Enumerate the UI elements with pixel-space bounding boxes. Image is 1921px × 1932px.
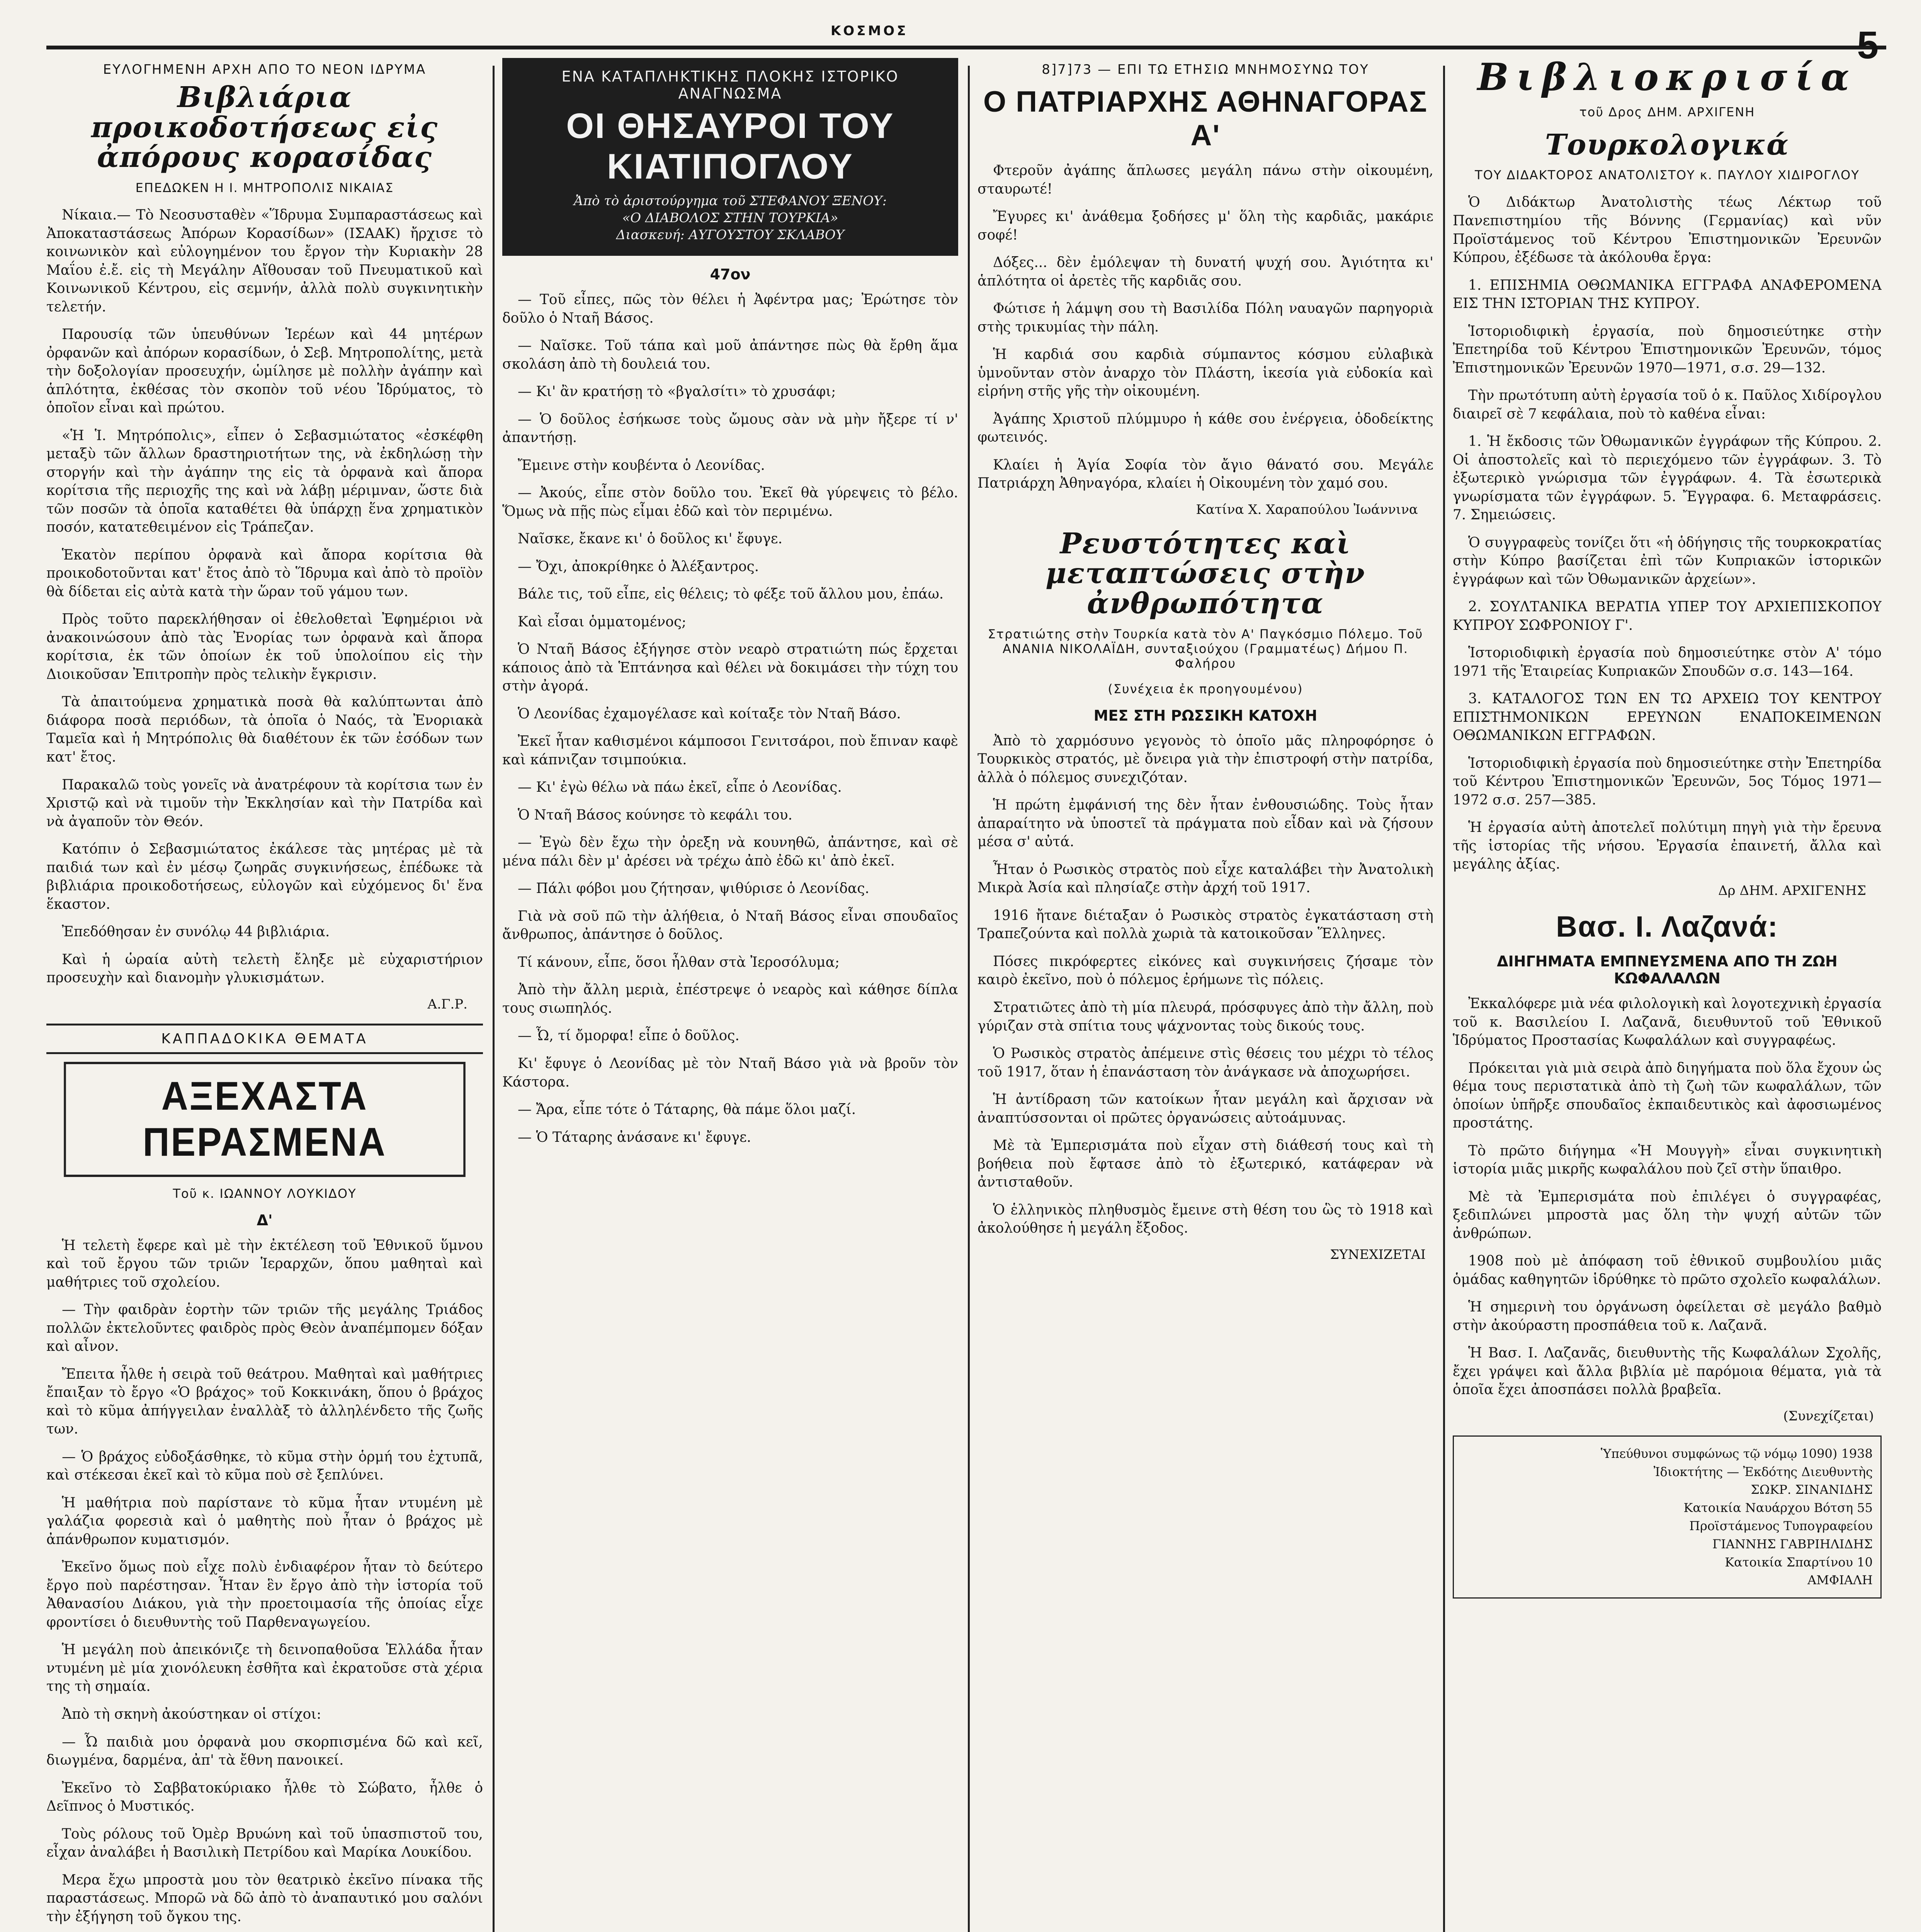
column-2 — [502, 58, 958, 1932]
paragraph: Ἀπὸ τὸ χαρμόσυνο γεγονὸς τὸ ὁποῖο μᾶς πληροφόρησε ὁ Τουρκικὸς στρατός, μὲ ὄνειρα γιὰ τὴν ἐπιστροφή στὴν πατρίδα, ἀλλὰ ὁ πόλεμος συνεχιζόταν. — [978, 733, 1433, 786]
imprint-line: Κατοικία Σπαρτίνου 10 — [1725, 1554, 1873, 1570]
article-subhead: ΜΕΣ ΣΤΗ ΡΩΣΣΙΚΗ ΚΑΤΟΧΗ — [1093, 707, 1318, 724]
column-4 — [1453, 58, 1882, 1932]
paragraph: — Ὁ δοῦλος ἐσήκωσε τοὺς ὤμους σὰν νὰ μὴν ἤξερε τί ν' ἀπαντήσῃ. — [502, 411, 958, 446]
column-1 — [46, 58, 483, 1932]
paragraph: Βάλε τις, τοῦ εἶπε, εἰς θέλεις; τὸ φέξε τοῦ ἄλλου μου, ἐπάω. — [518, 586, 944, 602]
imprint-line: Προϊστάμενος Τυπογραφείου — [1689, 1518, 1873, 1533]
paragraph: Δόξες... δὲν ἐμόλεψαν τὴ δυνατή ψυχή σου. Ἀγιότητα κι' ἁπλότητα οἱ ἀρετὲς τῆς καρδιᾶς σου. — [978, 255, 1433, 289]
paragraph: — Τοῦ εἶπες, πῶς τὸν θέλει ἡ Ἀφέντρα μας; Ἐρώτησε τὸν δοῦλο ὁ Νταῆ Βάσος. — [502, 292, 958, 326]
paragraph: Ὁ Λεονίδας ἐχαμογέλασε καὶ κοίταξε τὸν Νταῆ Βάσο. — [518, 706, 901, 722]
paragraph: Ἀπὸ τὴν ἄλλη μεριὰ, ἐπέστρεψε ὁ νεαρὸς καὶ κάθησε δίπλα τους σιωπηλός. — [502, 982, 958, 1016]
article-headline: ΑΞΕΧΑΣΤΑ ΠΕΡΑΣΜΕΝΑ — [64, 1062, 466, 1177]
paragraph: Ἐκκαλόφερε μιὰ νέα φιλολογικὴ καὶ λογοτεχνικὴ ἐργασία τοῦ κ. Βασιλείου Ι. Λαζανᾶ, διευθυντοῦ τοῦ Ἐθνικοῦ Ἱδρύματος Προστασίας Κωφαλάλων καὶ συγγραφέως. — [1453, 995, 1882, 1049]
paragraph: Μερα ἔχω μπροστὰ μου τὸν θεατρικὸ ἐκεῖνο πίνακα τῆς παραστάσεως. Μπορῶ νὰ δῶ ἀπὸ τὸ ἀναπαυτικό μου σαλόνι τὴν ἐξήγηση τοῦ ὄγκου της. — [46, 1872, 483, 1925]
article-headline: Ρευστότητες καὶ μεταπτώσεις στὴν ἀνθρωπότητα — [1046, 527, 1365, 621]
paragraph: Πόσες πικρόφερτες εἰκόνες καὶ συγκινήσεις ζήσαμε τὸν καιρὸ ἐκεῖνο, ποὺ ὁ πόλεμος ἐρήμωνε τὶς πόλεις. — [978, 953, 1433, 988]
paragraph: Γιὰ νὰ σοῦ πῶ τὴν ἀλήθεια, ὁ Νταῆ Βάσος εἶναι σπουδαῖος ἄνθρωπος, ἀπάντησε ὁ δοῦλος. — [502, 908, 958, 943]
paragraph: Ἡ καρδιά σου καρδιὰ σύμπαντος κόσμου εὐλαβικὰ ὑμνοῦνταν στὸν ἀναρχο τὸν Πλάστη, ἱκεσία γιὰ εὐδοκία καὶ εἰρήνη στῆς γῆς τὴν οἰκουμένη. — [978, 347, 1433, 400]
paragraph: — Ἄρα, εἶπε τότε ὁ Τάταρης, θὰ πάμε ὅλοι μαζί. — [518, 1102, 856, 1118]
article-patriarch-poem — [978, 62, 1433, 517]
paragraph: Ἔμεινε στὴν κουβέντα ὁ Λεονίδας. — [518, 457, 765, 473]
paragraph: Ἦταν ὁ Ρωσικὸς στρατὸς ποὺ εἶχε καταλάβει τὴν Ἀνατολικὴ Μικρὰ Ἀσία καὶ πλησίαζε στὴν ἀρχή τοῦ 1917. — [978, 861, 1433, 896]
paragraph: — Τὴν φαιδρὰν ἑορτὴν τῶν τριῶν τῆς μεγάλης Τριάδος πολλῶν ἐκτελοῦντες φαιδρὸς πρὸς Θεὸν ἀναπέμπομεν δόξαν καὶ αἶνον. — [46, 1302, 483, 1355]
paragraph: Ἱστοριοδιφικὴ ἐργασία ποὺ δημοσιεύτηκε στὸν Α' τόμο 1971 τῆς Ἑταιρείας Κυπριακῶν Σπουδῶν σ.σ. 143—164. — [1453, 645, 1882, 679]
section-label: ΚΑΠΠΑΔΟΚΙΚΑ ΘΕΜΑΤΑ — [46, 1024, 483, 1054]
paragraph: — Ὁ βράχος εὐδοξάσθηκε, τὸ κῦμα στὴν ὁρμή του ἐχτυπᾶ, καὶ στέκεσαι ἐκεῖ καὶ τὸ κῦμα ποὺ σὲ ξεπλύνει. — [46, 1449, 483, 1483]
paragraph: Μὲ τὰ Ἐμπερισμάτα ποὺ εἶχαν στὴ διάθεσή τους καὶ τὴ βοήθεια ποὺ ἔφτασε ἀπὸ τὸ ἐξωτερικό, κατάφεραν νὰ ἀντισταθοῦν. — [978, 1138, 1433, 1190]
continued-note: (Συνεχίζεται) — [1783, 1408, 1874, 1424]
paragraph: Τὰ ἀπαιτούμενα χρηματικὰ ποσὰ θὰ καλύπτωνται ἀπὸ διάφορα ποσὰ περιόδων, τὰ ὁποῖα ὁ Ναός, τὰ Ἐνοριακὰ Ταμεῖα καὶ ἡ Μητρόπολις θὰ διαθέτουν ἐκ τῶν ἐσόδων των κατ' ἔτος. — [46, 694, 483, 765]
imprint-line: ΣΩΚΡ. ΣΙΝΑΝΙΔΗΣ — [1751, 1482, 1873, 1497]
paragraph: — Πάλι φόβοι μου ζήτησαν, ψιθύρισε ὁ Λεονίδας. — [518, 881, 869, 897]
paragraph: 1. ΕΠΙΣΗΜΙΑ ΟΘΩΜΑΝΙΚΑ ΕΓΓΡΑΦΑ ΑΝΑΦΕΡΟΜΕΝΑ ΕΙΣ ΤΗΝ ΙΣΤΟΡΙΑΝ ΤΗΣ ΚΥΠΡΟΥ. — [1453, 277, 1882, 312]
paragraph: Ἔγυρες κι' ἀνάθεμα ξοδήσες μ' ὅλη τὴς καρδιᾶς, μακάριε σοφέ! — [978, 209, 1433, 243]
banner-source-title: «Ο ΔΙΑΒΟΛΟΣ ΣΤΗΝ ΤΟΥΡΚΙΑ» — [622, 210, 838, 226]
paragraph: 1908 ποὺ μὲ ἀπόφαση τοῦ ἐθνικοῦ συμβουλίου μιᾶς ὁμάδας καθηγητῶν ἱδρύθηκε τὸ πρῶτο σχολεῖο κωφαλάλων. — [1453, 1253, 1882, 1287]
paragraph: Ὁ ἑλληνικὸς πληθυσμὸς ἔμεινε στὴ θέση του ὣς τὸ 1918 καὶ ἀκολούθησε ἡ μεγάλη ἔξοδος. — [978, 1202, 1433, 1236]
paragraph: Φτεροῦν ἀγάπης ἅπλωσες μεγάλη πάνω στὴν οἰκουμένη, σταυρωτέ! — [978, 163, 1433, 197]
article-body — [46, 206, 483, 987]
imprint-line: Κατοικία Ναυάρχου Βότση 55 — [1683, 1500, 1873, 1515]
paragraph: — Ὄχι, ἀποκρίθηκε ὁ Ἀλέξαντρος. — [518, 558, 759, 575]
paragraph: — Κι' ἂν κρατήσῃ τὸ «βγαλσίτι» τὸ χρυσάφι; — [518, 384, 836, 400]
section-marker: Δ' — [257, 1211, 273, 1229]
article-byline: Στρατιώτης στὴν Τουρκία κατὰ τὸν Α' Παγκόσμιο Πόλεμο. Τοῦ ΑΝΑΝΙΑ ΝΙΚΟΛΑΪΔΗ, συνταξιούχου (Γραμματέως) Δήμου Π. Φαλήρου — [988, 626, 1423, 671]
paragraph: Πρὸς τοῦτο παρεκλήθησαν οἱ ἐθελοθεταὶ Ἐφημέριοι νὰ ἀνακοινώσουν ἀπὸ τὰς Ἐνορίας των ὀρφανὰ καὶ ἄπορα κορίτσια, ἐκ τῶν ὁποίων ἐκ τοῦ ὑπολοίπου εἰς τὴν Διοικοῦσαν Ἐπιτροπὴν πρὸς τελικὴν ἔγκρισιν. — [46, 611, 483, 682]
paragraph: Ἡ ἀντίδραση τῶν κατοίκων ἦταν μεγάλη καὶ ἄρχισαν νὰ ἀναπτύσσονται οἱ πρῶτες ὀργανώσεις αὐτοάμυνας. — [978, 1092, 1433, 1126]
imprint-line: ΑΜΦΙΑΛΗ — [1807, 1573, 1873, 1588]
banner-adaptation: Διασκευή: ΑΥΓΟΥΣΤΟΥ ΣΚΛΑΒΟΥ — [616, 227, 845, 243]
paragraph: Ἐπεδόθησαν ἐν συνόλῳ 44 βιβλιάρια. — [62, 924, 330, 940]
paragraph: Ἐκεῖνο ὅμως ποὺ εἶχε πολὺ ἐνδιαφέρον ἦταν τὸ δεύτερο ἔργο ποὺ παρέστησαν. Ἦταν ἓν ἔργο ἀπὸ τὴν ἱστορία τοῦ Ἀθανασίου Διάκου, γιὰ τὴν προετοιμασία τῆς ὁποίας εἶχε φροντίσει ὁ διευθυντὴς τοῦ Παρθεναγωγείου. — [46, 1559, 483, 1630]
article-author-line: ΤΟΥ ΔΙΔΑΚΤΟΡΟΣ ΑΝΑΤΟΛΙΣΤΟΥ κ. ΠΑΥΛΟΥ ΧΙΔΙΡΟΓΛΟΥ — [1475, 168, 1860, 183]
paragraph: Ἔπειτα ἦλθε ἡ σειρὰ τοῦ θεάτρου. Μαθηταὶ καὶ μαθήτριες ἔπαιξαν τὸ ἔργο «Ὁ βράχος» τοῦ Κοκκινάκη, ὅπου ὁ βράχος καὶ τὸ κῦμα ἀπήγγειλαν ἐναλλὰξ τὸ ἀλληλένδετο τῆς ζωῆς των. — [46, 1366, 483, 1437]
paragraph: Ἡ Βασ. Ι. Λαζανᾶς, διευθυντὴς τῆς Κωφαλάλων Σχολῆς, ἔχει γράψει καὶ ἄλλα βιβλία μὲ παρόμοια θέματα, γιὰ τὰ ὁποῖα ἔχει ἀποσπάσει πολλὰ βραβεῖα. — [1453, 1345, 1882, 1398]
column-divider — [968, 66, 970, 1932]
paragraph: Κι' ἔφυγε ὁ Λεονίδας μὲ τὸν Νταῆ Βάσο γιὰ νὰ βροῦν τὸν Κάστορα. — [502, 1055, 958, 1090]
imprint-line: Ἰδιοκτήτης — Ἐκδότης Διευθυντὴς — [1653, 1464, 1873, 1479]
article-signature: Α.Γ.Ρ. — [427, 996, 468, 1012]
paragraph: 1. Ἡ ἔκδοσις τῶν Ὀθωμανικῶν ἐγγράφων τῆς Κύπρου. 2. Οἱ ἀποστολεῖς καὶ τὸ περιεχόμενο τῶν ἐγγράφων. 3. Τὸ ἐξωτερικὸ γνώρισμα τῶν ἐγγράφων. 4. Τὰ ἐσωτερικὰ γνωρίσματα τῶν ἐγγράφων. 5. Ἔγγραφα. 6. Μεταφράσεις. 7. Σημειώσεις. — [1453, 434, 1882, 523]
paragraph: Ἀπὸ τὴ σκηνὴ ἀκούστηκαν οἱ στίχοι: — [62, 1706, 321, 1722]
article-body — [978, 732, 1433, 1238]
article-body — [1453, 995, 1882, 1399]
paragraph: Μὲ τὰ Ἐμπερισμάτα ποὺ ἐπιλέγει ὁ συγγραφέας, ξεδιπλώνει μπροστὰ μας ὅλη τὴν ψυχή αὐτῶν τῶν ἀνθρώπων. — [1453, 1189, 1882, 1242]
serial-banner — [502, 58, 958, 256]
imprint-line: ΓΙΑΝΝΗΣ ΓΑΒΡΙΗΛΙΔΗΣ — [1712, 1536, 1873, 1551]
article-body — [1453, 193, 1882, 874]
column-divider — [493, 66, 495, 1932]
paragraph: — Ὦ, τί ὄμορφα! εἶπε ὁ δοῦλος. — [518, 1028, 740, 1044]
article-headline: Βιβλιοκρισία — [1477, 58, 1857, 99]
column-divider — [1443, 66, 1445, 1932]
article-lazanas — [1453, 910, 1882, 1424]
paragraph: Ἐκεῖ ἦταν καθισμένοι κάμποσοι Γενιτσάροι, ποὺ ἔπιναν καφὲ καὶ κάπνιζαν τσιμπούκια. — [502, 733, 958, 768]
paragraph: Τοὺς ρόλους τοῦ Ὀμὲρ Βρυώνη καὶ τοῦ ὑπασπιστοῦ του, εἶχαν ἀναλάβει ἡ Βασιλικὴ Πετρίδου καὶ Μαρίκα Λουκίδου. — [46, 1826, 483, 1861]
banner-source: Ἀπὸ τὸ ἀριστούργημα τοῦ ΣΤΕΦΑΝΟΥ ΞΕΝΟΥ: — [573, 193, 887, 209]
paragraph: Ὁ Νταῆ Βάσος ἐξήγησε στὸν νεαρὸ στρατιώτη πώς ἔρχεται κάποιος ἀπὸ τὰ Ἑπτάνησα καὶ θέλει νὰ δοκιμάσει τὴν τύχη του στὴν ἀγορά. — [502, 641, 958, 694]
article-byline: τοῦ Δρος ΔΗΜ. ΑΡΧΙΓΕΝΗ — [1579, 104, 1755, 119]
paragraph: «Ἡ Ἱ. Μητρόπολις», εἶπεν ὁ Σεβασμιώτατος «ἐσκέφθη μεταξὺ τῶν ἄλλων δραστηριοτήτων της, νὰ ἐκδηλώσῃ τὴν στοργήν καὶ τὴν ἀγάπην της εἰς τὰ ὀρφανὰ καὶ ἄπορα κορίτσια τῆς περιοχῆς της καὶ νὰ λάβῃ μέριμναν, ὥστε διὰ τῶν ποσῶν τὰ ὁποῖα καταθέτει θὰ ὑπάρχῃ ἕνα χρηματικὸν ποσόν, κατατεθειμένον εἰς Τράπεζαν. — [46, 427, 483, 536]
paragraph: Τὸ πρῶτο διήγημα «Ἡ Μουγγὴ» εἶναι συγκινητικὴ ἱστορία μιᾶς μικρῆς κωφαλάλου ποὺ ζεῖ στὴν ὕπαιθρο. — [1453, 1143, 1882, 1177]
paragraph: Τὴν πρωτότυπη αὐτὴ ἐργασία τοῦ ὁ κ. Παῦλος Χιδίρογλου διαιρεῖ σὲ 7 κεφάλαια, ποὺ τὸ καθένα εἶναι: — [1453, 388, 1882, 422]
paragraph: Ἡ τελετὴ ἔφερε καὶ μὲ τὴν ἐκτέλεση τοῦ Ἐθνικοῦ ὕμνου καὶ τοῦ ἔργου τῶν τριῶν Ἱεραρχῶν, ὅπου μαθηταὶ καὶ μαθήτριες τοῦ σχολείου. — [46, 1237, 483, 1290]
paragraph: Ἱστοριοδιφικὴ ἐργασία ποὺ δημοσιεύτηκε στὴν Ἐπετηρίδα τοῦ Κέντρου Ἐπιστημονικῶν Ἐρευνῶν, 5ος Τόμος 1971—1972 σ.σ. 257—385. — [1453, 755, 1882, 808]
paragraph: Κλαίει ἡ Ἁγία Σοφία τὸν ἄγιο θάνατό σου. Μεγάλε Πατριάρχη Ἀθηναγόρα, κλαίει ἡ Οἰκουμένη τὸν χαμό σου. — [978, 457, 1433, 492]
paragraph: Ἱστοριοδιφικὴ ἐργασία, ποὺ δημοσιεύτηκε στὴν Ἐπετηρίδα τοῦ Κέντρου Ἐπιστημονικῶν Ἐρευνῶν, τόμος Ἐπιστημονικῶν Ἐρευνῶν 1970—1971, σ.σ. 29—132. — [1453, 323, 1882, 376]
continued-note: ΣΥΝΕΧΙΖΕΤΑΙ — [1330, 1247, 1426, 1262]
paragraph: Ὁ Ρωσικὸς στρατὸς ἀπέμεινε στὶς θέσεις του μέχρι τὸ τέλος τοῦ 1917, ὅταν ἡ ἐπανάσταση τὸν ἀνάγκασε νὰ ἀποχωρήσει. — [978, 1046, 1433, 1080]
paragraph: Παρακαλῶ τοὺς γονεῖς νὰ ἀνατρέφουν τὰ κορίτσια των ἐν Χριστῷ καὶ νὰ τιμοῦν τὴν Ἐκκλησίαν καὶ τὴν Πατρίδα καὶ νὰ ἀγαποῦν τὸν Θεόν. — [46, 777, 483, 830]
page-number: 5 — [1857, 24, 1878, 67]
article-kicker: ΕΥΛΟΓΗΜΕΝΗ ΑΡΧΗ ΑΠΟ ΤΟ ΝΕΟΝ ΙΔΡΥΜΑ — [103, 62, 427, 77]
imprint-line: Ὑπεύθυνοι συμφώνως τῷ νόμῳ 1090) 1938 — [1601, 1446, 1873, 1461]
article-headline: Βασ. Ι. Λαζανά: — [1556, 910, 1778, 943]
paragraph: — Ἀκούς, εἶπε στὸν δοῦλο του. Ἐκεῖ θὰ γύρεψεις τὸ βέλο. Ὅμως νὰ πῇς πὼς εἶμαι ἐδῶ καὶ τὸν περιμένω. — [502, 485, 958, 519]
paragraph: Ἑκατὸν περίπου ὀρφανὰ καὶ ἄπορα κορίτσια θὰ προικοδοτοῦνται κατ' ἔτος ἀπὸ τὸ Ἵδρυμα καὶ ἀπὸ τὸ προϊὸν θὰ δίδεται εἰς αὐτὰ κατὰ τὴν ὥραν τοῦ γάμου των. — [46, 547, 483, 600]
article-byline: Τοῦ κ. ΙΩΑΝΝΟΥ ΛΟΥΚΙΔΟΥ — [173, 1186, 357, 1201]
paragraph: Ἡ μαθήτρια ποὺ παρίστανε τὸ κῦμα ἦταν ντυμένη μὲ γαλάζια φορεσιὰ καὶ ὁ μαθητὴς ποὺ ἦταν ὁ βράχος μὲ ἀπάνθρωπον κυματισμόν. — [46, 1495, 483, 1548]
banner-kicker: ΕΝΑ ΚΑΤΑΠΛΗΚΤΙΚΗΣ ΠΛΟΚΗΣ ΙΣΤΟΡΙΚΟ ΑΝΑΓΝΩΣΜΑ — [561, 68, 899, 102]
paragraph: Ἀγάπης Χριστοῦ πλύμμυρο ἡ κάθε σου ἐνέργεια, ὁδοδείκτης φωτεινός. — [978, 411, 1433, 446]
article-subhead: Τουρκολογικά — [1545, 128, 1790, 162]
paragraph: — Ὁ Τάταρης ἀνάσανε κι' ἔφυγε. — [518, 1129, 751, 1145]
paragraph: 2. ΣΟΥΛΤΑΝΙΚΑ ΒΕΡΑΤΙΑ ΥΠΕΡ ΤΟΥ ΑΡΧΙΕΠΙΣΚΟΠΟΥ ΚΥΠΡΟΥ ΣΩΦΡΟΝΙΟΥ Γ'. — [1453, 599, 1882, 633]
article-signature: Δρ ΔΗΜ. ΑΡΧΙΓΕΝΗΣ — [1718, 883, 1866, 898]
paragraph: 3. ΚΑΤΑΛΟΓΟΣ ΤΩΝ ΕΝ ΤΩ ΑΡΧΕΙΩ ΤΟΥ ΚΕΝΤΡΟΥ ΕΠΙΣΤΗΜΟΝΙΚΩΝ ΕΡΕΥΝΩΝ ΕΝΑΠΟΚΕΙΜΕΝΩΝ ΟΘΩΜΑΝΙΚΩΝ ΕΓΓΡΑΦΩΝ. — [1453, 691, 1882, 744]
paragraph: — Ναῖσκε. Τοῦ τάπα καὶ μοῦ ἀπάντησε πὼς θὰ ἔρθη ἅμα σκολάση ἀπὸ τὴ δουλειά του. — [502, 338, 958, 372]
article-body — [978, 162, 1433, 493]
article-fluctuations — [978, 529, 1433, 1262]
paragraph: — Ὦ παιδιὰ μου ὀρφανὰ μου σκορπισμένα δῶ καὶ κεῖ, διωγμένα, δαρμένα, ἀπ' τὰ ἔθνη πανοικεί. — [46, 1734, 483, 1769]
article-subhead: ΔΙΗΓΗΜΑΤΑ ΕΜΠΝΕΥΣΜΕΝΑ ΑΠΟ ΤΗ ΖΩΗ ΚΩΦΑΛΑΛΩΝ — [1497, 952, 1838, 987]
paragraph: Καὶ ἡ ὡραία αὐτὴ τελετὴ ἔληξε μὲ εὐχαριστήριον προσευχὴν καὶ διανομὴν γλυκισμάτων. — [46, 951, 483, 986]
paragraph: Στρατιῶτες ἀπὸ τὴ μία πλευρά, πρόσφυγες ἀπὸ τὴν ἄλλη, ποὺ γύριζαν στὰ σπίτια τους ψάχνοντας τοὺς δικούς τους. — [978, 999, 1433, 1034]
paragraph: Κατόπιν ὁ Σεβασμιώτατος ἐκάλεσε τὰς μητέρας μὲ τὰ παιδιά των καὶ ἐν μέσῳ ζωηρᾶς συγκινήσεως, ἐπέδωκε τὰ βιβλιάρια προικοδοτήσεως, εὐλογῶν καὶ εὐχόμενος δι' ἕνα ἕκαστον. — [46, 841, 483, 912]
paragraph: — Κι' ἐγὼ θέλω νὰ πάω ἐκεῖ, εἶπε ὁ Λεονίδας. — [518, 779, 842, 796]
paragraph: Ἡ μεγάλη ποὺ ἀπεικόνιζε τὴ δεινοπαθοῦσα Ἑλλάδα ἦταν ντυμένη μὲ μία χιονόλευκη ἐσθῆτα καὶ ἐκρατοῦσε στὰ χέρια της τὴ σημαία. — [46, 1642, 483, 1695]
paragraph: Ἐκεῖνο τὸ Σαββατοκύριακο ἦλθε τὸ Σώβατο, ἦλθε ὁ Δεῖπνος ὁ Μυστικός. — [46, 1780, 483, 1815]
paragraph: Φώτισε ἡ λάμψη σου τὴ Βασιλίδα Πόλη ναυαγῶν παρηγοριὰ στὴς τρικυμίας τὴν πάλη. — [978, 301, 1433, 335]
paragraph: 1916 ἤτανε διέταξαν ὁ Ρωσικὸς στρατὸς ἐγκατάσταση στὴ Τραπεζούντα καὶ πολλὰ χωριὰ τὰ κατοικοῦσαν Ἕλληνες. — [978, 907, 1433, 942]
paragraph: Ὁ Νταῆ Βάσος κούνησε τὸ κεφάλι του. — [518, 807, 792, 823]
serial-body — [502, 291, 958, 1146]
article-headline: Βιβλιάρια προικοδοτήσεως εἰς ἀπόρους κορασίδας — [91, 81, 439, 174]
paragraph: Ὁ Διδάκτωρ Ἀνατολιστὴς τέως Λέκτωρ τοῦ Πανεπιστημίου τῆς Βόννης (Γερμανίας) καὶ νῦν Προϊστάμενος τοῦ Κέντρου Ἐπιστημονικῶν Ἐρευνῶν Κύπρου, ἐξέδωσε τὰ ἀκόλουθα ἔργα: — [1453, 194, 1882, 266]
paragraph: Ναῖσκε, ἔκανε κι' ὁ δοῦλος κι' ἔφυγε. — [518, 531, 783, 547]
paragraph: Πρόκειται γιὰ μιὰ σειρὰ ἀπὸ διηγήματα ποὺ ὅλα ἔχουν ὡς θέμα τους περιστατικὰ ἀπὸ τὴ ζωὴ τῶν κωφαλάλων, τῶν ὁποίων ὑπῆρξε σπουδαῖος ἐκπαιδευτικὸς καὶ ἀφοσιωμένος προστάτης. — [1453, 1060, 1882, 1131]
article-book-review — [1453, 58, 1882, 898]
paragraph: — Ἐγὼ δὲν ἔχω τὴν ὀρεξη νὰ κουνηθῶ, ἀπάντησε, καὶ σὲ μένα πάλι δὲν μ' ἀρέσει νὰ τρέχω ἀπὸ ἐδῶ κι' ἀπὸ ἐκεῖ. — [502, 835, 958, 869]
header-rule — [46, 46, 1886, 49]
article-kicker: 8]7]73 — ΕΠΙ ΤΩ ΕΤΗΣΙΩ ΜΝΗΜΟΣΥΝΩ ΤΟΥ — [1042, 62, 1369, 77]
column-3 — [978, 58, 1433, 1932]
article-dowry-booklets — [46, 62, 483, 1012]
article-headline: Ο ΠΑΤΡΙΑΡΧΗΣ ΑΘΗΝΑΓΟΡΑΣ Α' — [983, 85, 1428, 152]
paragraph: Ὁ συγγραφεὺς τονίζει ὅτι «ἡ ὁδήγησις τῆς τουρκοκρατίας στὴν Κύπρο βασίζεται ἐπὶ τῶν Κυπριακῶν ἱστορικῶν ἐγγράφων καὶ τῶν Ὀθωμανικῶν ἀρχείων». — [1453, 534, 1882, 587]
article-byline: ΕΠΕΔΩΚΕΝ Η Ι. ΜΗΤΡΟΠΟΛΙΣ ΝΙΚΑΙΑΣ — [135, 180, 394, 196]
paragraph: Καὶ εἶσαι ὁμματομένος; — [518, 614, 687, 630]
paragraph: Ἡ πρώτη ἐμφάνισή της δὲν ἦταν ἐνθουσιώδης. Τοὺς ἦταν ἀπαραίτητο νὰ ὑποστεῖ τὰ πράγματα ποὺ εἶδαν καὶ νὰ ζήσουν μέσα σ' αὐτά. — [978, 797, 1433, 850]
installment-number: 47ον — [710, 266, 751, 283]
paragraph: Νίκαια.— Τὸ Νεοσυσταθὲν «Ἵδρυμα Συμπαραστάσεως καὶ Ἀποκαταστάσεως Ἀπόρων Κορασίδων» (ΙΣΑΑΚ) ἤρχισε τὸ κοινωνικὸν καὶ εὐλογημένον του ἔργον τὴν Κυριακὴν 28 Μαΐου ἐ.ἔ. εἰς τὴ Μεγάλην Αἴθουσαν τοῦ Πνευματικοῦ καὶ Κοινωνικοῦ Κέντρου, εἰς σεμνήν, ἀλλὰ πολὺ συγκινητικὴν τελετήν. — [46, 207, 483, 315]
paragraph: Τί κάνουν, εἶπε, ὅσοι ἦλθαν στὰ Ἰεροσόλυμα; — [518, 954, 840, 970]
paragraph: Ἡ σημερινὴ του ὀργάνωση ὀφείλεται σὲ μεγάλο βαθμὸ στὴν ἀκούραστη προσπάθεια τοῦ κ. Λαζανᾶ. — [1453, 1299, 1882, 1333]
imprint-box — [1453, 1435, 1882, 1599]
banner-title: ΟΙ ΘΗΣΑΥΡΟΙ ΤΟΥ ΚΙΑΤΙΠΟΓΛΟΥ — [566, 106, 894, 186]
paragraph: Ἡ ἐργασία αὐτὴ ἀποτελεῖ πολύτιμη πηγὴ γιὰ τὴν ἔρευνα τῆς ἱστορίας τῆς νήσου. Ἐργασία ἐπαινετή, ἄλλα καὶ μεγάλης ἀξίας. — [1453, 820, 1882, 872]
masthead-name: ΚΟΣΜΟΣ — [831, 23, 908, 39]
article-unforgettable-past — [46, 1024, 483, 1932]
paragraph: Παρουσίᾳ τῶν ὑπευθύνων Ἱερέων καὶ 44 μητέρων ὀρφανῶν καὶ ἀπόρων κορασίδων, ὁ Σεβ. Μητροπολίτης, μετὰ τὴν δοξολογίαν προσευχήν, ὡμίλησε μὲ πολλὴν ἀγάπην καὶ ἁπλότητα, ἐκθέσας τὸν σκοπὸν τοῦ νέου Ἱδρύματος, τὸ ὁποῖον εἶναι καὶ πρώτου. — [46, 327, 483, 416]
article-body — [46, 1236, 483, 1932]
continued-from-note: (Συνέχεια ἐκ προηγουμένου) — [1108, 681, 1303, 696]
article-signature: Κατίνα Χ. Χαραπούλου Ἰωάννινα — [1196, 502, 1418, 517]
